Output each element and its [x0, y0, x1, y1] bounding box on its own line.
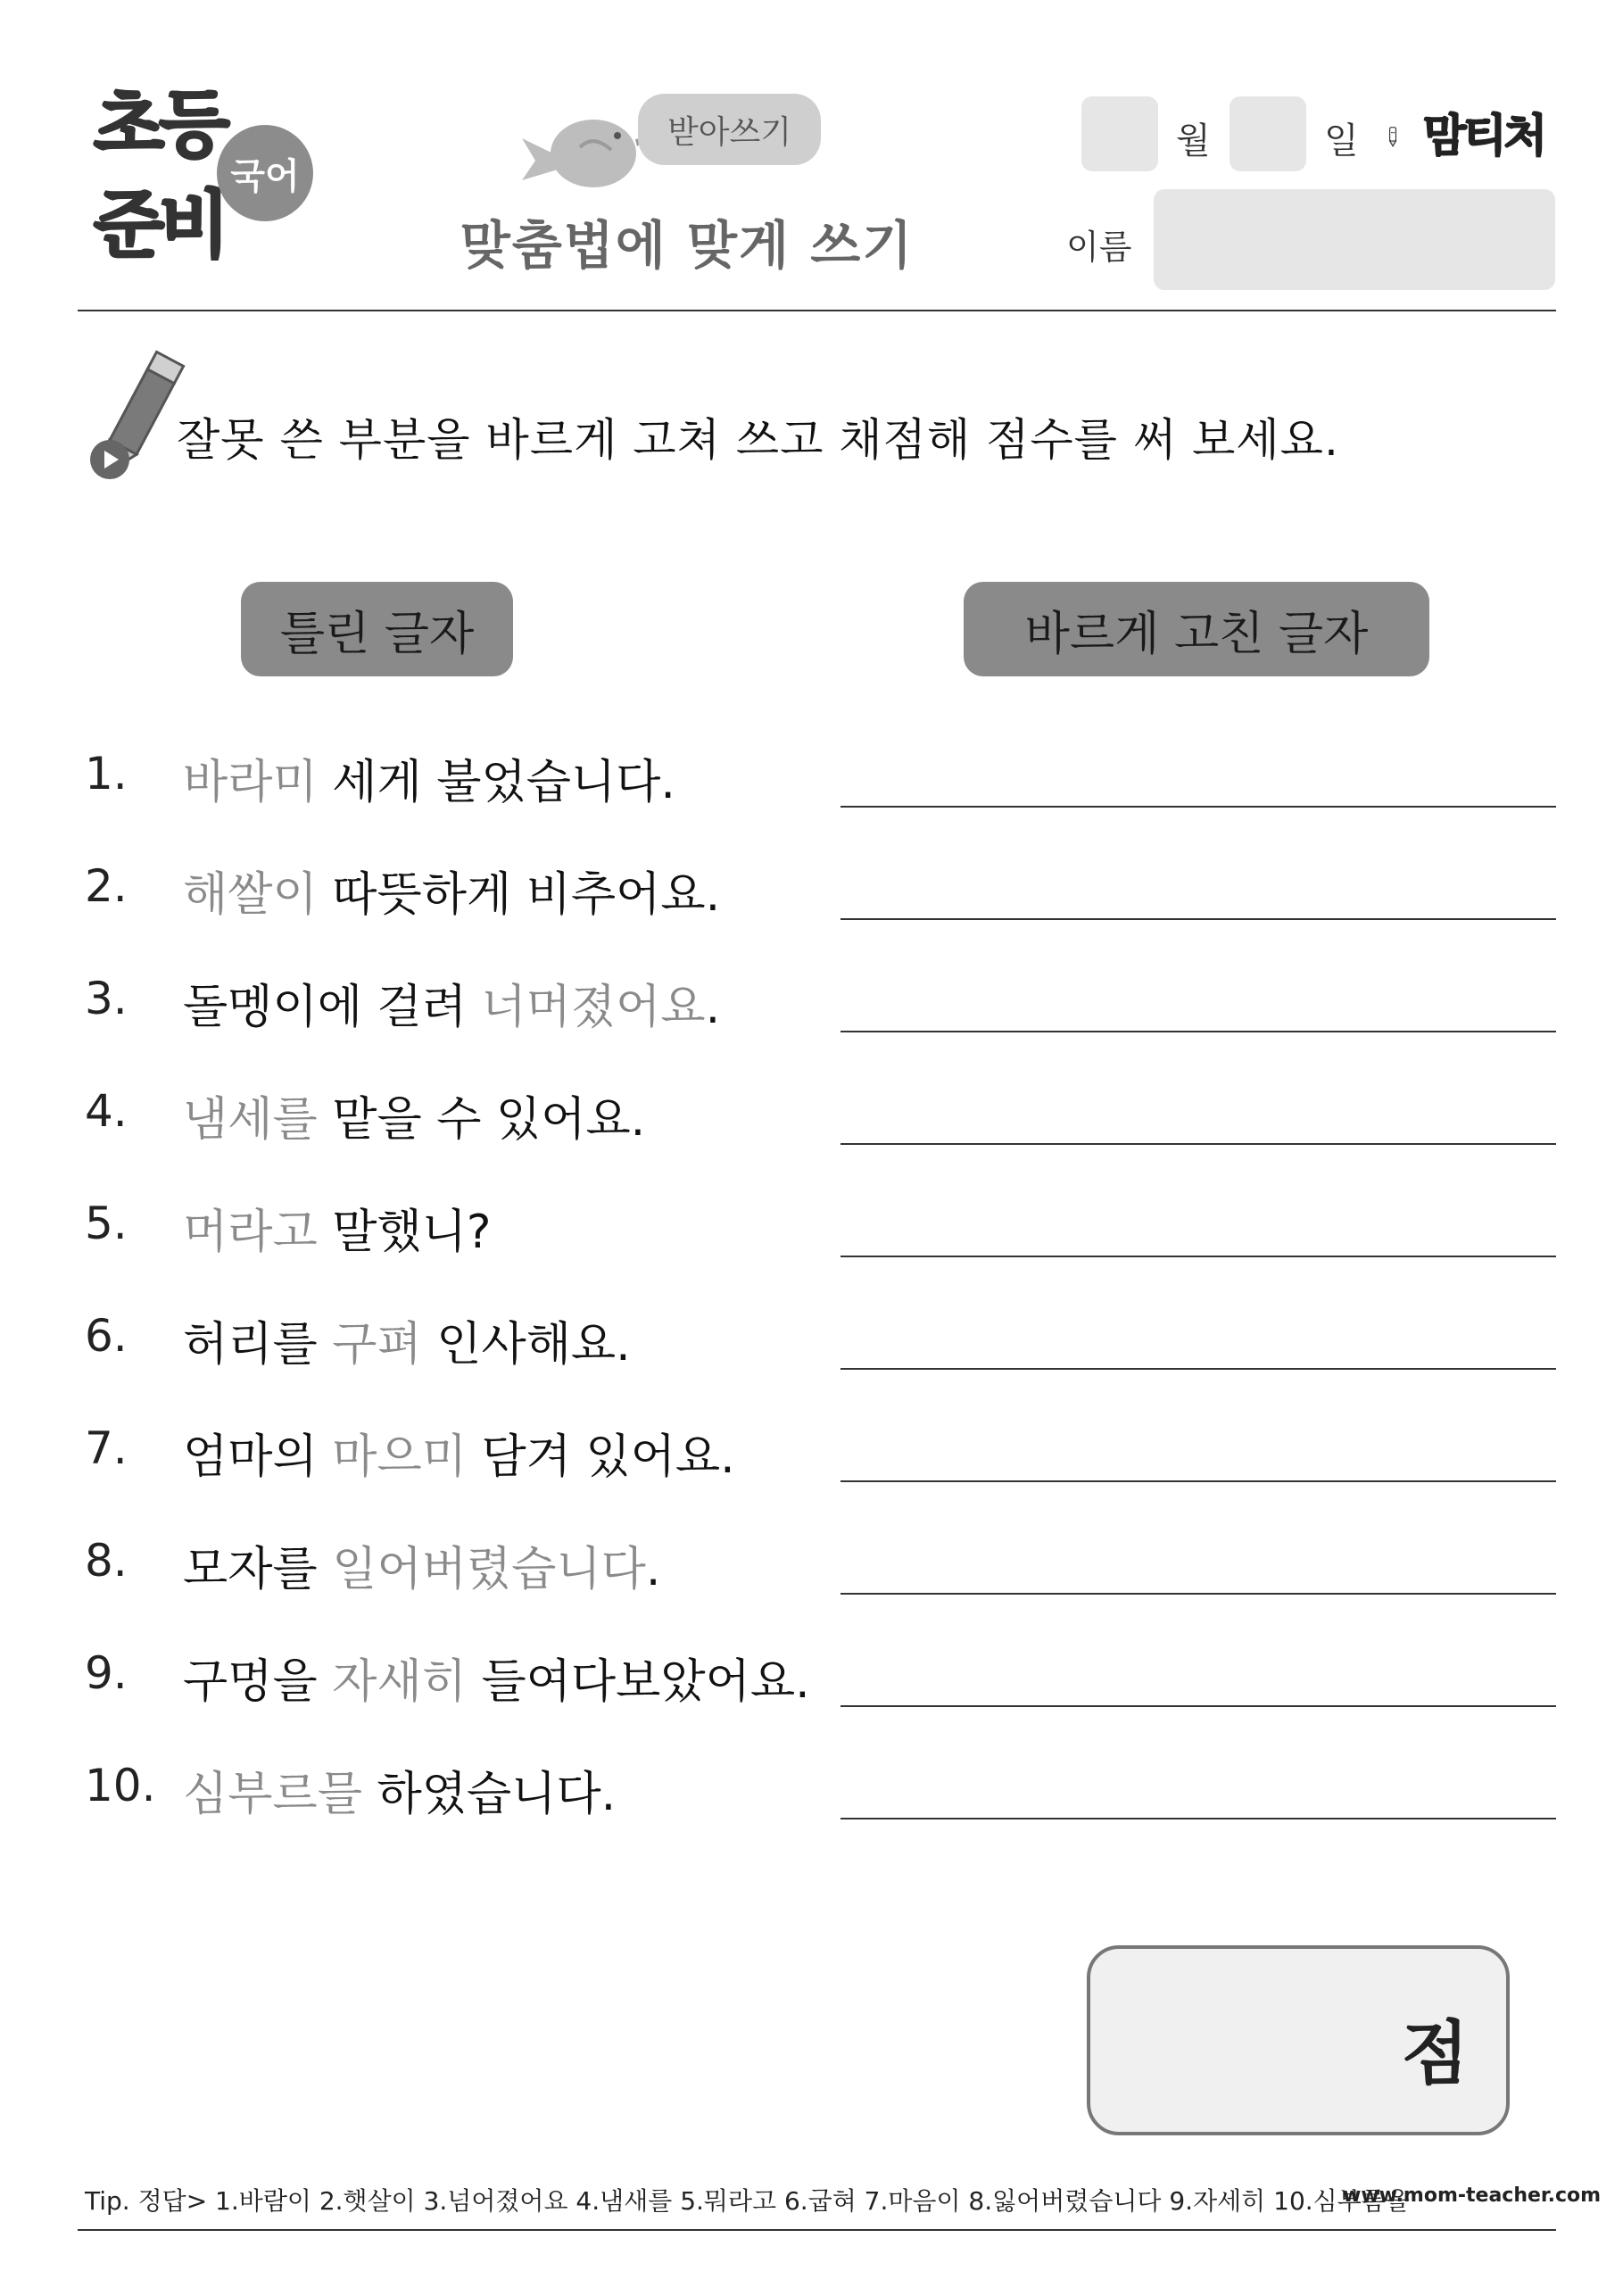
row-sentence — [183, 969, 720, 1036]
wrong-word: 바라미 — [183, 756, 318, 809]
row-sentence — [183, 1194, 492, 1261]
sentence-after: 말했니? — [317, 1206, 492, 1259]
row-number: 3. — [85, 973, 128, 1024]
month-field[interactable] — [1081, 96, 1158, 171]
site-url: www.mom-teacher.com — [1343, 2184, 1602, 2207]
day-field[interactable] — [1230, 96, 1306, 171]
sentence-after: 세게 불었습니다. — [317, 756, 675, 809]
row-sentence — [183, 1644, 810, 1711]
row-number: 1. — [85, 748, 128, 800]
corrected-column-header: 바르게 고친 글자 — [964, 582, 1429, 676]
brand-name: 맘티처 — [1423, 110, 1544, 162]
day-label: 일 — [1324, 120, 1359, 162]
sentence-before: 모자를 — [183, 1543, 333, 1596]
wrong-word: 냄세를 — [183, 1093, 318, 1147]
pencil-icon — [85, 344, 187, 486]
logo — [94, 83, 317, 294]
answer-line[interactable] — [840, 1143, 1556, 1145]
row-number: 4. — [85, 1085, 128, 1137]
name-label: 이름 — [1066, 228, 1132, 267]
wrong-word: 구펴 — [332, 1318, 422, 1372]
answer-line[interactable] — [840, 1593, 1556, 1595]
sentence-before: 돌멩이에 걸려 — [183, 981, 482, 1034]
instruction-text: 잘못 쓴 부분을 바르게 고쳐 쓰고 채점해 점수를 써 보세요. — [177, 414, 1339, 466]
row-sentence — [183, 1419, 735, 1486]
answer-line[interactable] — [840, 1818, 1556, 1819]
subject-badge: 국어 — [217, 125, 313, 221]
wrong-word: 너머졌어요 — [481, 981, 706, 1034]
row-number: 9. — [85, 1647, 128, 1699]
wrong-word: 해쌀이 — [183, 868, 318, 922]
header-divider — [78, 310, 1556, 311]
logo-bottom-text: 준비 — [94, 183, 225, 268]
row-number: 6. — [85, 1310, 128, 1362]
wrong-word: 일어버렸습니다 — [332, 1543, 646, 1596]
row-sentence — [183, 744, 675, 811]
answer-line[interactable] — [840, 1705, 1556, 1707]
row-sentence — [183, 1082, 645, 1148]
sentence-after: . — [705, 981, 721, 1034]
sentence-before: 엄마의 — [183, 1430, 333, 1484]
sentence-before: 구멍을 — [183, 1655, 333, 1709]
sentence-after: 들여다보았어요. — [466, 1655, 810, 1709]
score-unit: 점 — [1401, 2014, 1469, 2094]
row-sentence — [183, 1531, 660, 1598]
answer-line[interactable] — [840, 918, 1556, 920]
answer-line[interactable] — [840, 806, 1556, 808]
row-number: 2. — [85, 860, 128, 912]
logo-top-text: 초등 — [94, 83, 225, 168]
sentence-after: 따뜻하게 비추어요. — [317, 868, 721, 922]
answer-line[interactable] — [840, 1368, 1556, 1370]
row-number: 5. — [85, 1198, 128, 1249]
worksheet-title: 맞춤법에 맞게 쓰기 — [460, 215, 915, 276]
score-box[interactable] — [1087, 1945, 1510, 2135]
sentence-after: 담겨 있어요. — [466, 1430, 735, 1484]
row-sentence — [183, 1306, 631, 1373]
name-field[interactable] — [1154, 189, 1555, 290]
sentence-before: 허리를 — [183, 1318, 333, 1372]
footer-divider — [78, 2229, 1556, 2231]
answer-line[interactable] — [840, 1480, 1556, 1482]
category-pill: 받아쓰기 — [638, 94, 821, 165]
sentence-after: 인사해요. — [421, 1318, 631, 1372]
wrong-word: 심부르믈 — [183, 1768, 362, 1821]
wrong-column-header: 틀린 글자 — [241, 582, 513, 676]
bird-icon — [518, 98, 651, 196]
sentence-after: 하였습니다. — [361, 1768, 617, 1821]
sentence-after: 맡을 수 있어요. — [317, 1093, 646, 1147]
wrong-word: 머라고 — [183, 1206, 318, 1259]
row-number: 8. — [85, 1535, 128, 1587]
wrong-word: 마으미 — [332, 1430, 467, 1484]
sentence-after: . — [645, 1543, 661, 1596]
row-sentence — [183, 1756, 616, 1823]
answer-tip: Tip. 정답> 1.바람이 2.햇살이 3.넘어졌어요 4.냄새를 5.뭐라고 6.굽혀 7.마음이 8.잃어버렸습니다 9.자세히 10.심부름을 — [85, 2186, 1410, 2216]
month-label: 월 — [1176, 120, 1211, 162]
row-number: 7. — [85, 1422, 128, 1474]
answer-line[interactable] — [840, 1256, 1556, 1257]
row-sentence — [183, 857, 720, 924]
row-number: 10. — [85, 1760, 156, 1811]
answer-line[interactable] — [840, 1031, 1556, 1032]
wrong-word: 자새히 — [332, 1655, 467, 1709]
